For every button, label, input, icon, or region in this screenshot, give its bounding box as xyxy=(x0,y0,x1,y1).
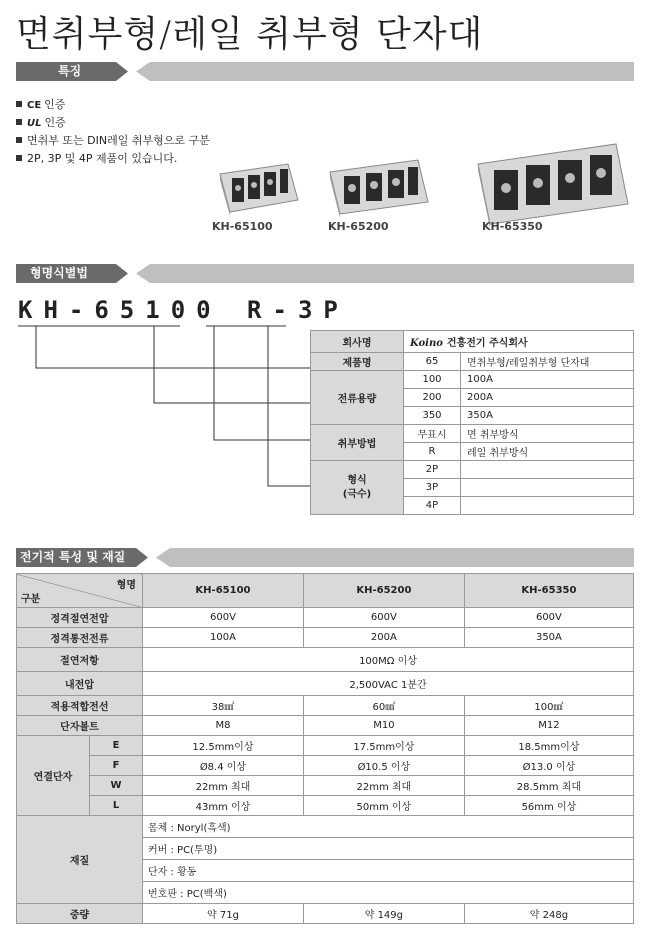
model-id-table: 회사명 Koino 건흥전기 주식회사 제품명 65 면취부형/레일취부형 단자대 전류용량 100 100A 200 200A 350 350A 취부방법 무표시 면 취부방식 R 레일 취부방식 형식 (극수) 2P 3P 4P xyxy=(310,330,634,515)
company-label: 회사명 xyxy=(311,331,404,353)
product-label: KH-65200 xyxy=(328,220,389,233)
company-name: 건흥전기 주식회사 xyxy=(446,338,528,349)
section-title: 전기적 특성 및 재질 xyxy=(20,550,126,564)
current-label: 전류용량 xyxy=(311,371,404,425)
page-title: 면취부형/레일 취부형 단자대 xyxy=(16,14,484,55)
section-title: 형명식별법 xyxy=(30,266,88,280)
feature-item: 면취부 또는 DIN레일 취부형으로 구분 xyxy=(16,132,210,148)
feature-item: UL 인증 xyxy=(16,114,66,130)
material-label: 재질 xyxy=(17,816,143,904)
feature-item: CE 인증 xyxy=(16,96,65,112)
ce-mark-icon: CE xyxy=(27,100,42,111)
company-cell xyxy=(404,331,634,353)
model-header: KH-65350 xyxy=(464,574,633,608)
product-label: KH-65100 xyxy=(212,220,273,233)
product-label: 제품명 xyxy=(311,353,404,371)
ul-mark-icon: UL xyxy=(27,118,42,129)
model-header: KH-65200 xyxy=(303,574,464,608)
type-label: 형식 (극수) xyxy=(311,461,404,515)
spec-table: 형명 구분 KH-65100 KH-65200 KH-65350 정격절연전압 600V 600V 600V 정격통전전류 100A 200A 350A 절연저항 100MΩ 이상 내전압 2,500VAC 1분간 적용적합전선 38㎟ 60㎟ 100㎟ 단자볼트 M8 M10 M12 연결단자 E 12.5mm이상 17.5mm이상 18.5mm이상 F Ø8.4 이상 Ø10.5 이상 Ø13.0 이상 W 22mm 최대 22mm 최대 28.5mm 최대 L 43mm 이상 50mm 이상 56mm 이상 재질 몸체 : Noryl(흑색) 커버 : PC(투명) 단자 : 황동 번호판 : PC(백색) 중량 약 71g 약 149g 약 248g xyxy=(16,573,634,924)
koino-logo: Koino xyxy=(410,338,443,349)
section-header-spec xyxy=(16,548,634,567)
model-code: KH-65100 R-3P xyxy=(18,296,349,324)
feature-item: 2P, 3P 및 4P 제품이 있습니다. xyxy=(16,150,177,166)
section-title: 특징 xyxy=(58,64,82,78)
corner-header: 형명 구분 xyxy=(17,574,143,608)
model-header: KH-65100 xyxy=(143,574,304,608)
product-label: KH-65350 xyxy=(482,220,543,233)
terminal-label: 연결단자 xyxy=(17,736,90,816)
weight-label: 중량 xyxy=(17,904,143,924)
mount-label: 취부방법 xyxy=(311,425,404,461)
